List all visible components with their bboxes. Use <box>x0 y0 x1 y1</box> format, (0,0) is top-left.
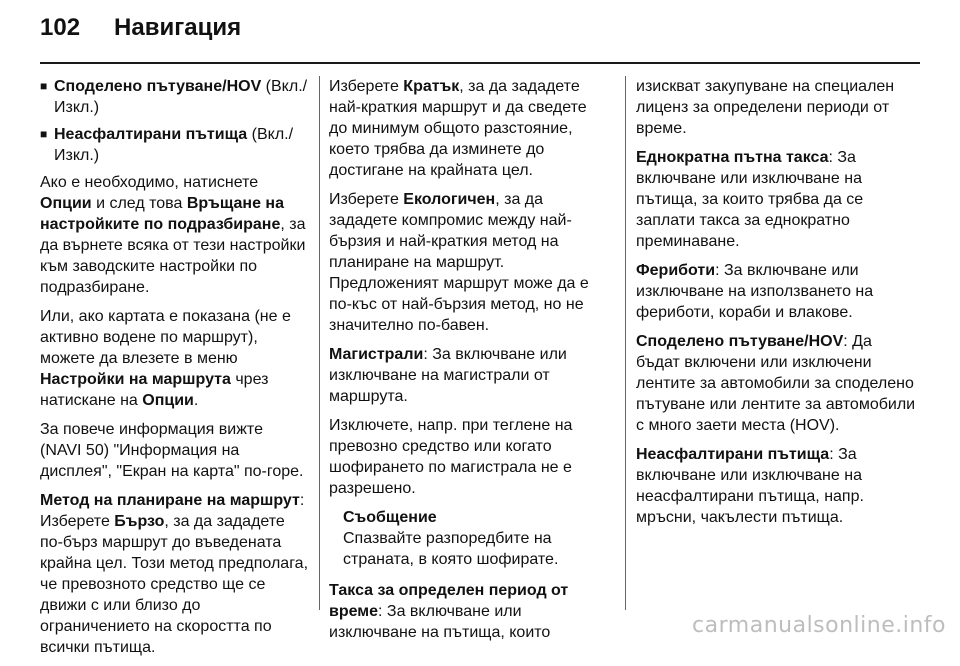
paragraph: Фериботи: За включване или изключване на използването на фериботи, кораби и влакове. <box>636 262 874 321</box>
paragraph: Такса за определен период от време: За включване или изключване на пътища, които <box>329 582 569 641</box>
paragraph: Неасфалтирани пътища: За включване или изключване на неасфалтирани пътища, напр. мръсни, чакълести пътища. <box>636 446 864 526</box>
paragraph: Ако е необходимо, натиснете Опции и след това Връщане на настройките по подразбиране, за да върнете всяка от тези настройки към заводските настройки по подразбиране. <box>40 174 306 296</box>
bullet-item <box>40 124 308 166</box>
paragraph: Метод на планиране на маршрут: Изберете Бързо, за да зададете по-бърз маршрут до въведената крайна цел. Този метод предполага, че превозното средство ще се движи с или близо до ограничението на скоростта по всички пътища. <box>40 492 309 656</box>
paragraph: Еднократна пътна такса: За включване или изключване на пътища, за които трябва да се заплати такса за еднократно преминаване. <box>636 149 864 250</box>
bullet-term: Неасфалтирани пътища <box>54 126 248 143</box>
paragraph: Или, ако картата е показана (не е активно водене по маршрут), можете да влезете в меню Настройки на маршрута чрез натискане на Опции. <box>40 308 291 409</box>
paragraph: Споделено пътуване/HOV: Да бъдат включени или изключени лентите за автомобили за споделено пътуване или лентите за автомобили с много заети места (HOV). <box>636 333 916 434</box>
watermark-text: carmanualsonline.info <box>692 613 946 638</box>
bullet-text: (Вкл./ Изкл.) <box>54 126 294 164</box>
column-divider-2 <box>625 76 626 610</box>
notice-text: Спазвайте разпоредбите на страната, в която шофирате. <box>343 530 559 568</box>
paragraph: Изключете, напр. при теглене на превозно средство или когато шофирането по магистрала не е разрешено. <box>329 417 573 497</box>
paragraph: Магистрали: За включване или изключване на магистрали от маршрута. <box>329 346 567 405</box>
paragraph: Изберете Екологичен, за да зададете компромис между най-бързия и най-краткия метод на планиране на маршрут. Предложеният маршрут може да е по-къс от най-бързия метод, но не значително по-бавен. <box>329 191 589 334</box>
bullet-text: (Вкл./ Изкл.) <box>54 78 308 116</box>
column-3 <box>636 76 920 536</box>
bullet-item <box>40 76 308 118</box>
bullet-square-icon: ■ <box>40 79 48 93</box>
paragraph: За повече информация вижте (NAVI 50) "Информация на дисплея", "Екран на карта" по-горе. <box>40 421 304 480</box>
paragraph: изискват закупуване на специален лиценз за определени периоди от време. <box>636 78 895 137</box>
column-divider-1 <box>319 76 320 610</box>
bullet-term: Споделено пътуване/HOV <box>54 78 262 95</box>
page-number: 102 <box>40 14 81 41</box>
paragraph: Изберете Кратък, за да зададете най-краткия маршрут и да сведете до минимум общото разстояние, което трябва да изминете до достигане на крайната цел. <box>329 78 587 179</box>
bullet-square-icon: ■ <box>40 127 48 141</box>
notice-title: Съобщение <box>343 509 437 526</box>
page-header <box>40 14 241 54</box>
column-2 <box>329 76 603 651</box>
notice-box <box>343 507 603 570</box>
section-title: Навигация <box>114 14 242 41</box>
column-1 <box>40 76 308 666</box>
header-rule <box>40 62 920 64</box>
